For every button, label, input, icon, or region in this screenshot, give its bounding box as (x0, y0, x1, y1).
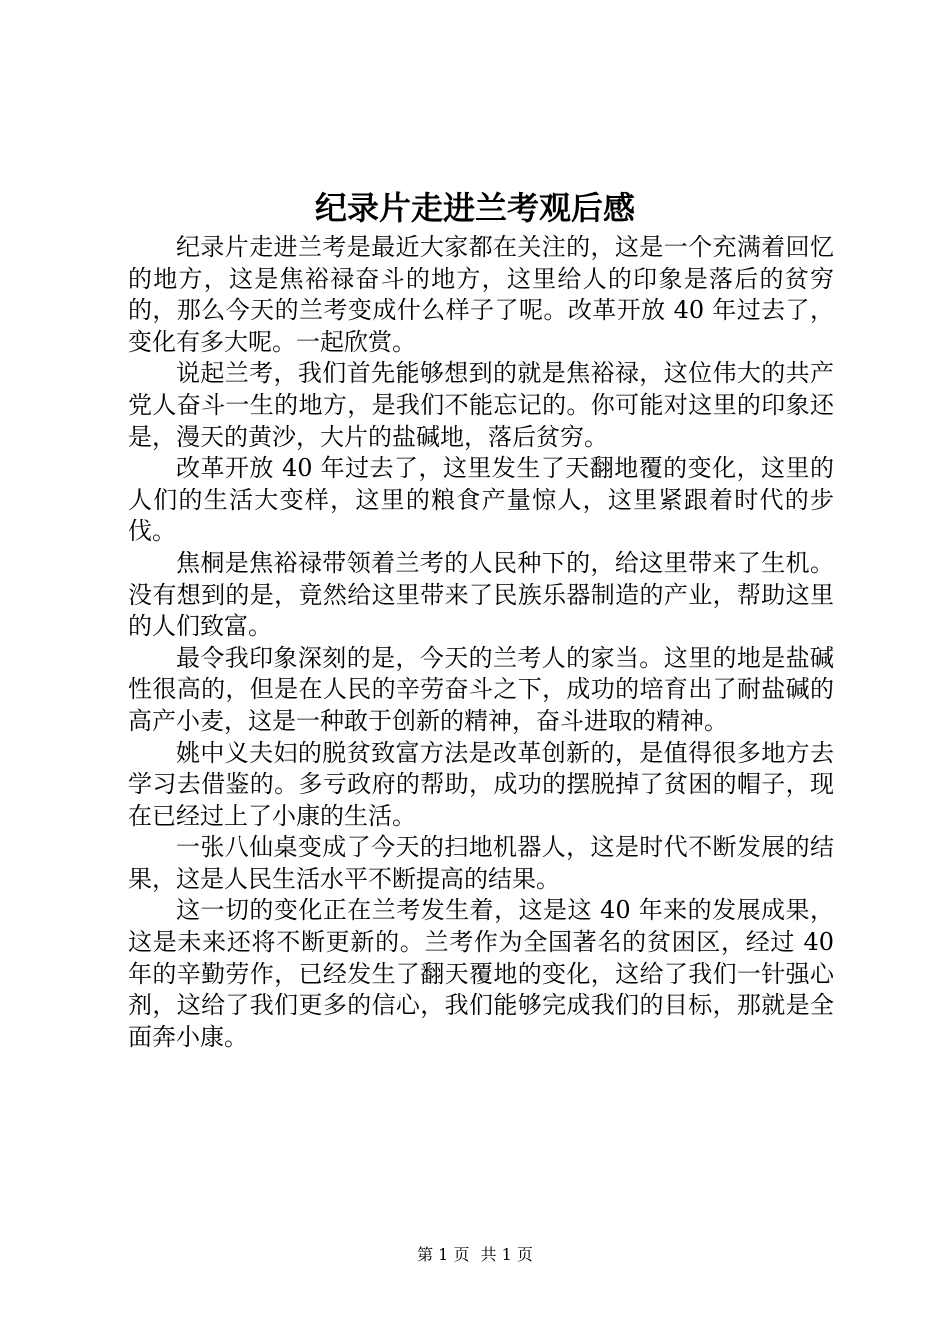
paragraph-2: 说起兰考，我们首先能够想到的就是焦裕禄，这位伟大的共产党人奋斗一生的地方，是我们不能忘记的。你可能对这里的印象还是，漫天的黄沙，大片的盐碱地，落后贫穷。 (128, 359, 834, 451)
paragraph-3: 改革开放 40 年过去了，这里发生了天翻地覆的变化，这里的人们的生活大变样，这里的粮食产量惊人，这里紧跟着时代的步伐。 (128, 454, 834, 546)
page-total: 共 1 页 (480, 1245, 533, 1264)
document-title: 纪录片走进兰考观后感 (314, 189, 635, 227)
paragraph-5: 最令我印象深刻的是，今天的兰考人的家当。这里的地是盐碱性很高的，但是在人民的辛劳奋斗之下，成功的培育出了耐盐碱的高产小麦，这是一种敢于创新的精神，奋斗进取的精神。 (128, 643, 834, 735)
paragraph-7: 一张八仙桌变成了今天的扫地机器人，这是时代不断发展的结果，这是人民生活水平不断提高的结果。 (128, 833, 834, 893)
paragraph-6: 姚中义夫妇的脱贫致富方法是改革创新的，是值得很多地方去学习去借鉴的。多亏政府的帮助，成功的摆脱掉了贫困的帽子，现在已经过上了小康的生活。 (128, 738, 834, 830)
paragraph-8: 这一切的变化正在兰考发生着，这是这 40 年来的发展成果，这是未来还将不断更新的。兰考作为全国著名的贫困区，经过 40 年的辛勤劳作，已经发生了翻天覆地的变化，这给了我们一针强心剂，这给了我们更多的信心，我们能够完成我们的目标，那就是全面奔小康。 (128, 896, 834, 1051)
page-number: 第 1 页 (417, 1245, 470, 1264)
paragraph-1: 纪录片走进兰考是最近大家都在关注的，这是一个充满着回忆的地方，这是焦裕禄奋斗的地方，这里给人的印象是落后的贫穷的，那么今天的兰考变成什么样子了呢。改革开放 40 年过去了，变化有多大呢。一起欣赏。 (128, 233, 834, 356)
document-body (128, 232, 834, 1053)
paragraph-4: 焦桐是焦裕禄带领着兰考的人民种下的，给这里带来了生机。没有想到的是，竟然给这里带来了民族乐器制造的产业，帮助这里的人们致富。 (128, 548, 834, 641)
page-footer (0, 1244, 950, 1266)
